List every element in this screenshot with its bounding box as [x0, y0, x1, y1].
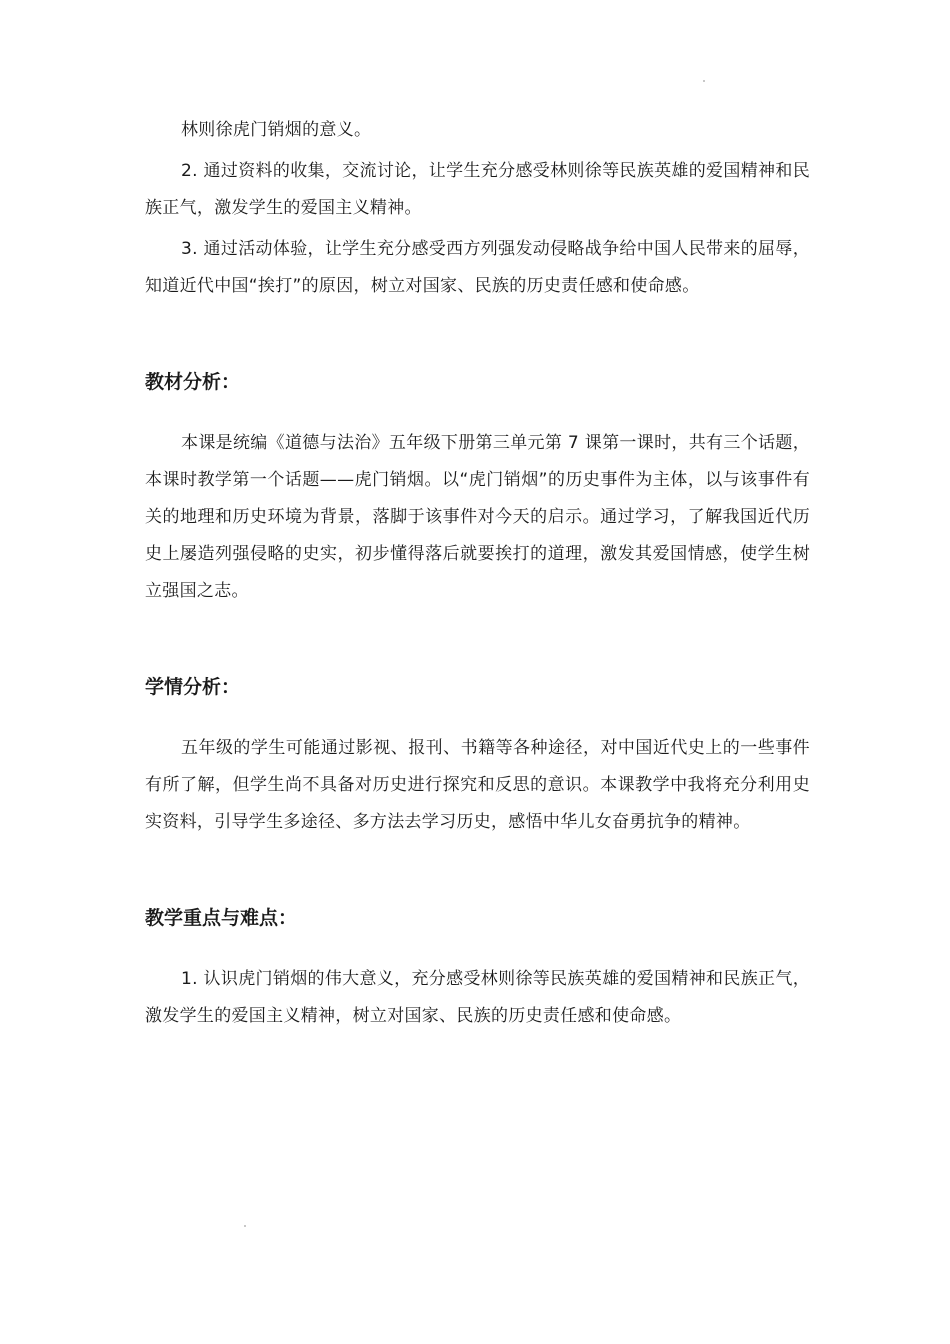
material-analysis-body: 本课是统编《道德与法治》五年级下册第三单元第 7 课第一课时，共有三个话题，本课时教学第一个话题——虎门销烟。以“虎门销烟”的历史事件为主体，以与该事件有关的地理和历史环境为背景，落脚于该事件对今天的启示。通过学习，了解我国近代历史上屡造列强侵略的史实，初步懂得落后就要挨打的道理，激发其爱国情感，使学生树立强国之志。 — [145, 433, 810, 601]
objective-item-2: 2. 通过资料的收集，交流讨论，让学生充分感受林则徐等民族英雄的爱国精神和民族正气，激发学生的爱国主义精神。 — [145, 161, 810, 218]
objective-item-1-tail: 林则徐虎门销烟的意义。 — [181, 120, 372, 140]
scan-mark — [703, 80, 705, 82]
student-analysis-heading: 学情分析： — [145, 676, 241, 698]
key-point-item-1: 1. 认识虎门销烟的伟大意义，充分感受林则徐等民族英雄的爱国精神和民族正气，激发学生的爱国主义精神，树立对国家、民族的历史责任感和使命感。 — [145, 969, 810, 1026]
page-content — [145, 112, 810, 1035]
scan-mark — [244, 1225, 246, 1227]
objective-item-3: 3. 通过活动体验，让学生充分感受西方列强发动侵略战争给中国人民带来的屈辱，知道近代中国“挨打”的原因，树立对国家、民族的历史责任感和使命感。 — [145, 239, 810, 296]
key-points-heading: 教学重点与难点： — [145, 907, 298, 929]
material-analysis-heading: 教材分析： — [145, 371, 241, 393]
student-analysis-body: 五年级的学生可能通过影视、报刊、书籍等各种途径，对中国近代史上的一些事件有所了解，但学生尚不具备对历史进行探究和反思的意识。本课教学中我将充分利用史实资料，引导学生多途径、多方法去学习历史，感悟中华儿女奋勇抗争的精神。 — [145, 738, 810, 832]
